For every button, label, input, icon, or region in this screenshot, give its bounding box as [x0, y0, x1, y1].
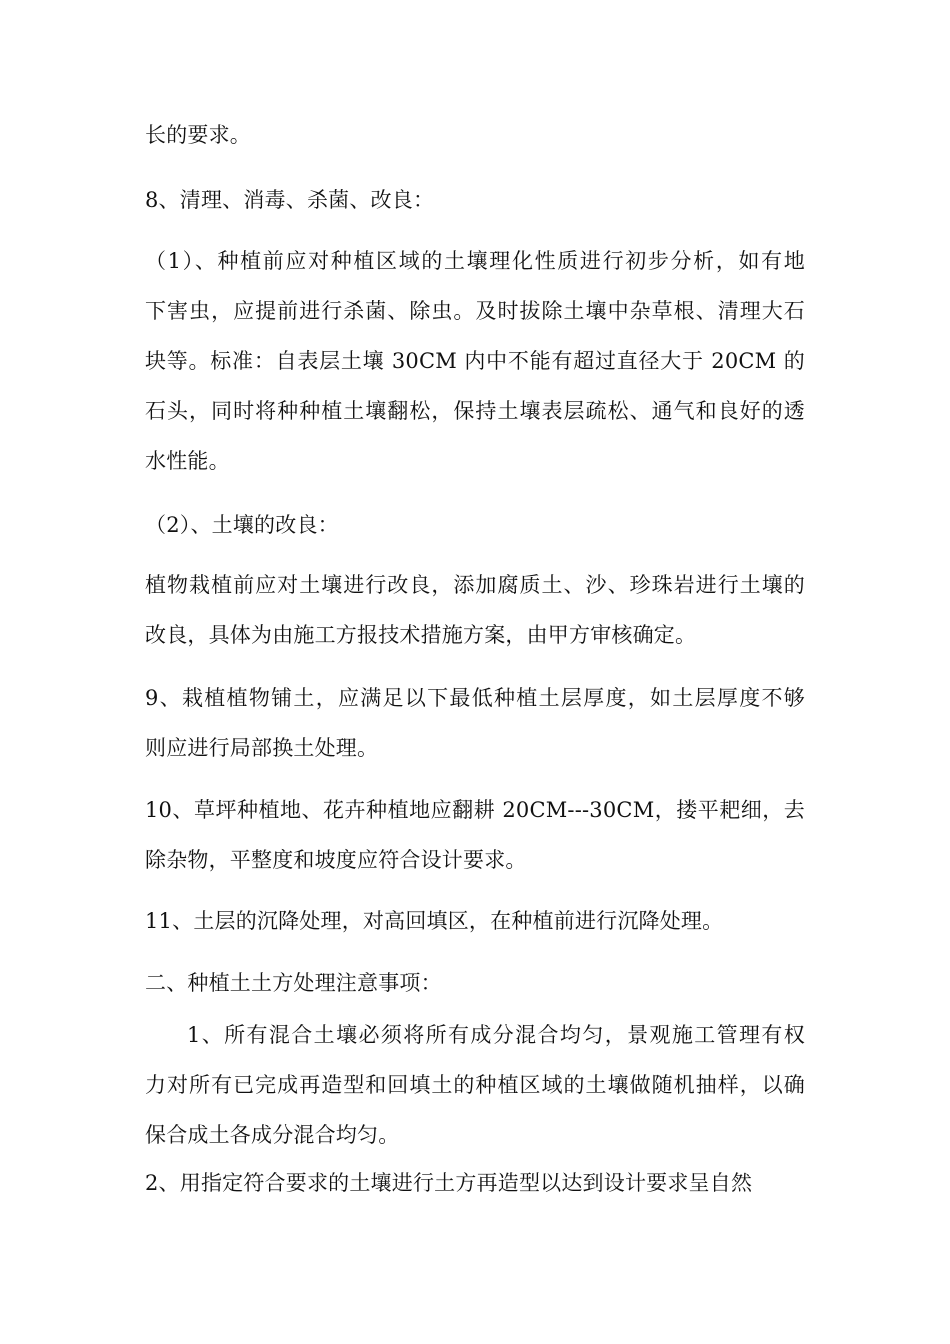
text-line: 除杂物，平整度和坡度应符合设计要求。: [145, 848, 527, 872]
text-line: 下害虫，应提前进行杀菌、除虫。及时拔除土壤中杂草根、清理大石: [145, 299, 805, 323]
section-heading-2: 二、种植土土方处理注意事项：: [145, 971, 442, 995]
section-10: 10、草坪种植地、花卉种植地应翻耕 20CM---30CM，搂平耙细，去: [145, 798, 805, 822]
text-line: 力对所有已完成再造型和回填土的种植区域的土壤做随机抽样，以确: [145, 1073, 805, 1097]
section-11: 11、土层的沉降处理，对高回填区，在种植前进行沉降处理。: [145, 909, 724, 933]
text-line: 长的要求。: [145, 123, 251, 147]
text-line: 水性能。: [145, 449, 230, 473]
text-line: 石头，同时将种种植土壤翻松，保持土壤表层疏松、通气和良好的透: [145, 399, 805, 423]
subheading-2: （2）、土壤的改良：: [145, 513, 339, 537]
text-line: 1、所有混合土壤必须将所有成分混合均匀，景观施工管理有权: [187, 1023, 805, 1047]
section-heading-8: 8、清理、消毒、杀菌、改良：: [145, 188, 435, 212]
text-line: 2、用指定符合要求的土壤进行土方再造型以达到设计要求呈自然: [145, 1171, 753, 1195]
text-line: 块等。标准：自表层土壤 30CM 内中不能有超过直径大于 20CM 的: [145, 349, 805, 373]
text-line: 保合成土各成分混合均匀。: [145, 1123, 400, 1147]
text-line: 植物栽植前应对土壤进行改良，添加腐质土、沙、珍珠岩进行土壤的: [145, 573, 805, 597]
text-line: （1）、种植前应对种植区域的土壤理化性质进行初步分析，如有地: [145, 249, 805, 273]
text-line: 则应进行局部换土处理。: [145, 736, 379, 760]
text-line: 改良，具体为由施工方报技术措施方案，由甲方审核确定。: [145, 623, 697, 647]
section-9: 9、栽植植物铺土，应满足以下最低种植土层厚度，如土层厚度不够: [145, 686, 805, 710]
